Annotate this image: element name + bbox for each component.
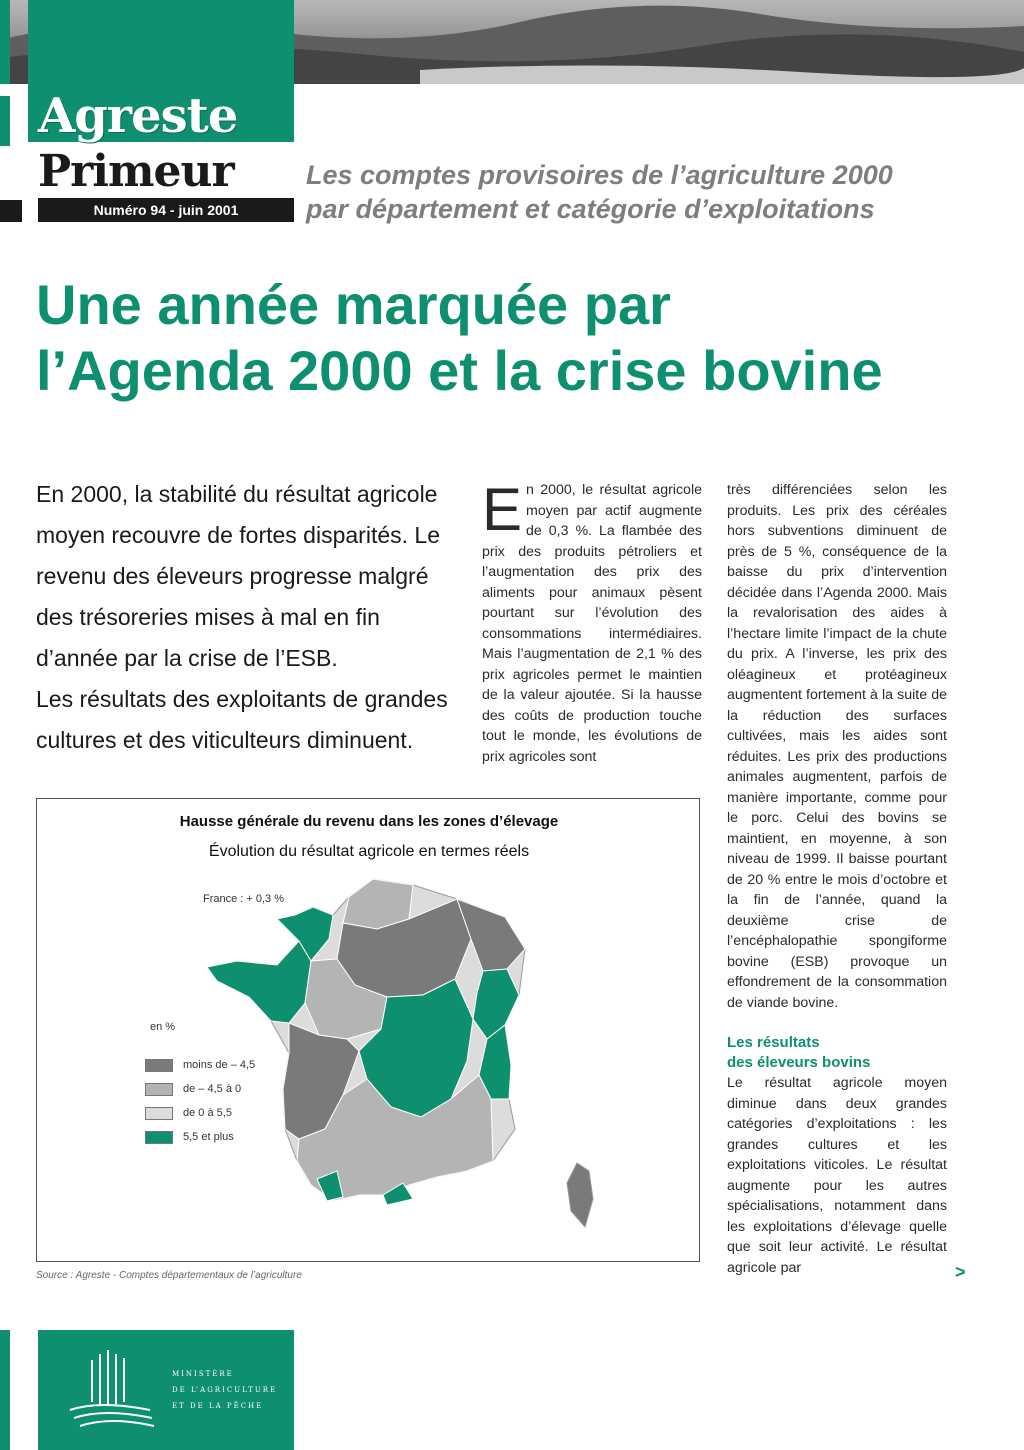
marker-square bbox=[0, 200, 22, 222]
map-figure bbox=[36, 798, 700, 1262]
publication-subtitle bbox=[306, 158, 1006, 226]
legend-label: de 0 à 5,5 bbox=[183, 1107, 232, 1119]
headline bbox=[36, 272, 996, 404]
ministry-name bbox=[172, 1366, 277, 1414]
brand-title: Agreste bbox=[38, 88, 238, 144]
legend-swatch bbox=[145, 1083, 173, 1096]
legend-item bbox=[145, 1053, 255, 1077]
france-map bbox=[37, 799, 701, 1263]
accent-bar bbox=[0, 1330, 10, 1450]
legend-item bbox=[145, 1077, 255, 1101]
lead-text: En 2000, la stabilité du résultat agricole moyen recouvre de fortes disparités. Le revenu des éleveurs progresse malgré des trésoreries mises à mal en fin d’année par la crise de l’ESB. bbox=[36, 481, 440, 671]
body-text: très différenciées selon les produits. Les prix des céréales hors subventions diminuent de près de 5 %, conséquence de la baisse du prix d’intervention décidée dans l’Agenda 2000. Mais la revalorisation des aides à l’hectare limite l’impact de la chute du prix. A l’inverse, les prix des oléagineux et protéagineux augmentent fortement à la suite de la réduction des surfaces cultivées, mais les aides sont réduites. Les prix des productions animales augmentent, parfois de manière importante, comme pour le porc. Celui des bovins se maintient, en moyenne, à son niveau de 1999. Il baisse pourtant de 20 % entre le mois d’octobre et la fin de l’année, quand la deuxième crise de l’encéphalopathie spongiforme bovine (ESB) provoque un effondrement de la consommation de viande bovine. bbox=[727, 482, 947, 1011]
ministry-line: MINISTÈRE bbox=[172, 1370, 234, 1378]
legend-swatch bbox=[145, 1131, 173, 1144]
body-text: n 2000, le résultat agricole moyen par actif augmente de 0,3 %. La flambée des prix des produits pétroliers et l’augmentation des prix des aliments pour animaux pèsent pourtant sur l’évolution des consommations intermédiaires. Mais l’augmentation de 2,1 % des prix agricoles permet le maintien de la valeur ajoutée. Si la hausse des coûts de production touche tout le monde, les évolutions de prix agricoles sont bbox=[482, 482, 702, 765]
lead-text: Les résultats des exploitants de grandes cultures et des viticulteurs diminuent. bbox=[36, 686, 448, 753]
section-heading-line: Les résultats bbox=[727, 1034, 820, 1051]
headline-line: Une année marquée par bbox=[36, 273, 671, 336]
map-subtitle: Évolution du résultat agricole en termes réels bbox=[208, 843, 530, 860]
subtitle-line: Les comptes provisoires de l’agriculture 2000 bbox=[306, 160, 893, 190]
legend-swatch bbox=[145, 1107, 173, 1120]
headline-line: l’Agenda 2000 et la crise bovine bbox=[36, 339, 883, 402]
ministry-block bbox=[38, 1330, 294, 1450]
legend-item bbox=[145, 1125, 255, 1149]
ministry-line: DE L’AGRICULTURE bbox=[172, 1386, 278, 1394]
drop-cap: E bbox=[482, 476, 523, 543]
legend-label: 5,5 et plus bbox=[183, 1131, 234, 1143]
lead-paragraph bbox=[36, 474, 456, 761]
map-source: Source : Agreste - Comptes départementaux de l’agriculture bbox=[36, 1270, 302, 1281]
body-column-1 bbox=[482, 476, 702, 767]
corsica bbox=[567, 1163, 593, 1227]
body-text: Le résultat agricole moyen diminue dans deux grandes catégories d’exploitations : les grandes cultures et les exploitations viticoles. Le résultat augmente pour les autres spécialisations, notamment dans les exploitations d’élevage quelle que soit leur activité. Le résultat agricole par bbox=[727, 1075, 947, 1276]
section-heading bbox=[727, 1033, 947, 1073]
accent-bar bbox=[0, 0, 10, 84]
ministry-line: ET DE LA PÊCHE bbox=[172, 1402, 264, 1410]
series-title: Primeur bbox=[38, 146, 234, 197]
section-heading-line: des éleveurs bovins bbox=[727, 1054, 871, 1071]
ministry-logo-icon bbox=[60, 1344, 160, 1434]
legend-swatch bbox=[145, 1059, 173, 1072]
map-title: Hausse générale du revenu dans les zones d’élevage bbox=[179, 813, 559, 830]
legend-label: moins de – 4,5 bbox=[183, 1059, 256, 1071]
france-average-label: France : + 0,3 % bbox=[203, 893, 285, 905]
issue-badge: Numéro 94 - juin 2001 bbox=[38, 198, 294, 222]
continue-arrow-icon[interactable]: > bbox=[955, 1262, 966, 1282]
legend-item bbox=[145, 1101, 255, 1125]
subtitle-line: par département et catégorie d’exploitations bbox=[306, 194, 875, 224]
region-west bbox=[207, 941, 311, 1023]
map-legend bbox=[145, 1053, 255, 1149]
body-column-2 bbox=[727, 480, 947, 1278]
accent-bar bbox=[0, 96, 10, 146]
legend-label: de – 4,5 à 0 bbox=[183, 1083, 242, 1095]
legend-unit: en % bbox=[150, 1021, 176, 1033]
